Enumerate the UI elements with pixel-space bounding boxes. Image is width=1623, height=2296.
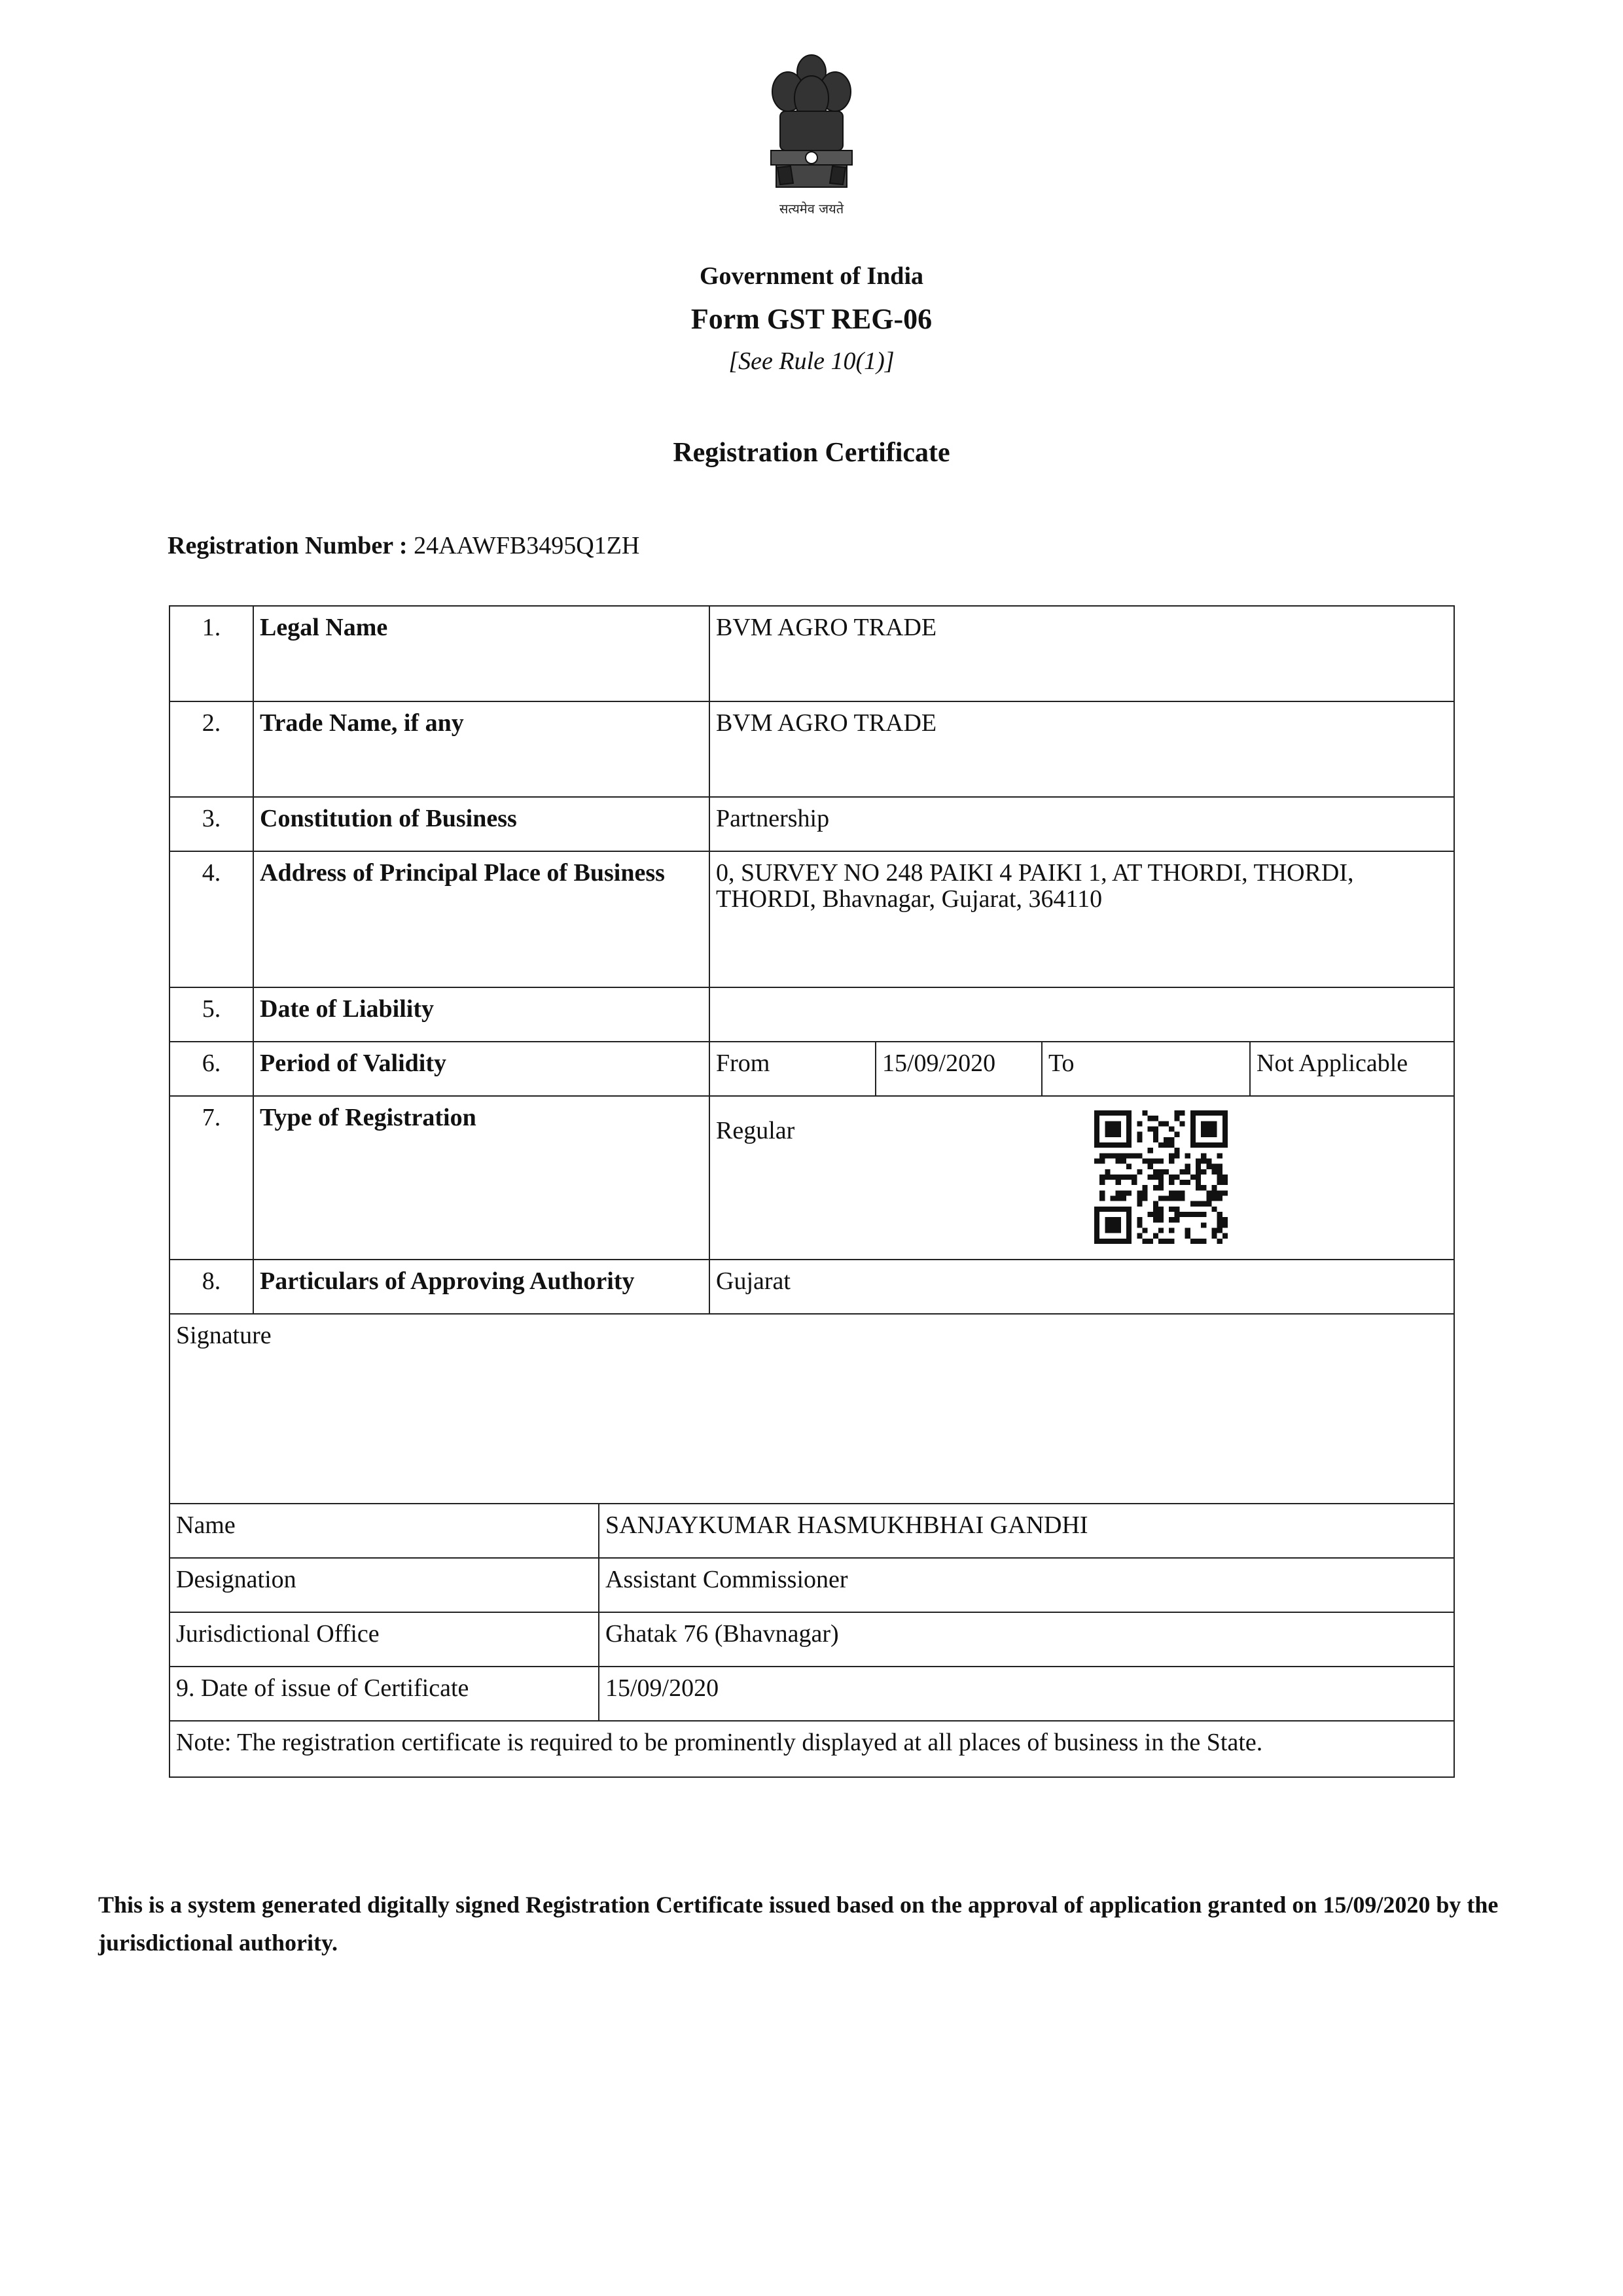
- signatory-name-value: SANJAYKUMAR HASMUKHBHAI GANDHI: [605, 1511, 1088, 1539]
- display-note: Note: The registration certificate is required to be prominently displayed at all places of business in the State.: [176, 1729, 1263, 1756]
- table-row: [170, 852, 1454, 988]
- row-number: 5.: [170, 988, 254, 1041]
- row-label: Period of Validity: [254, 1042, 710, 1095]
- row-value: BVM AGRO TRADE: [716, 709, 937, 737]
- jurisdictional-office-label: Jurisdictional Office: [170, 1613, 599, 1666]
- signature-row: [170, 1613, 1454, 1667]
- row-value: Partnership: [716, 805, 830, 832]
- row-value: BVM AGRO TRADE: [716, 614, 937, 641]
- row-label: Address of Principal Place of Business: [254, 852, 710, 987]
- validity-from-label: From: [710, 1042, 876, 1095]
- government-heading: Government of India: [700, 262, 923, 290]
- row-label: Legal Name: [254, 607, 710, 701]
- jurisdictional-office-value: Ghatak 76 (Bhavnagar): [605, 1620, 839, 1648]
- row-number: 2.: [170, 702, 254, 796]
- validity-from-date: 15/09/2020: [876, 1042, 1043, 1095]
- row-value: [710, 988, 1454, 1041]
- validity-to-value: Not Applicable: [1257, 1050, 1408, 1077]
- signature-label: Signature: [176, 1322, 272, 1349]
- row-number: 8.: [170, 1260, 254, 1313]
- row-number: 1.: [170, 607, 254, 701]
- registration-number-label: Registration Number :: [168, 532, 408, 559]
- row-value: Regular: [716, 1117, 795, 1144]
- row-label: Type of Registration: [254, 1097, 710, 1259]
- ashoka-lion-emblem-icon: [751, 46, 872, 209]
- signature-row: [170, 1559, 1454, 1613]
- rule-reference: [See Rule 10(1)]: [728, 347, 895, 375]
- signature-row: [170, 1667, 1454, 1722]
- registration-number-value: 24AAWFB3495Q1ZH: [414, 532, 640, 559]
- note-row: [170, 1722, 1454, 1776]
- system-generated-disclaimer: This is a system generated digitally signed Registration Certificate issued based on the approval of application granted on 15/09/2020 by the jurisdictional authority.: [98, 1892, 1499, 1956]
- row-value: Gujarat: [716, 1267, 791, 1295]
- registration-number-line: [168, 531, 639, 560]
- emblem-motto: सत्यमेव जयते: [779, 201, 844, 217]
- table-row: [170, 1097, 1454, 1260]
- form-title: Form GST REG-06: [690, 303, 933, 335]
- national-emblem: [751, 46, 872, 229]
- signatory-name-label: Name: [170, 1504, 599, 1557]
- row-label: Trade Name, if any: [254, 702, 710, 796]
- row-number: 6.: [170, 1042, 254, 1095]
- designation-value: Assistant Commissioner: [605, 1566, 848, 1593]
- row-value: 0, SURVEY NO 248 PAIKI 4 PAIKI 1, AT THORDI, THORDI, THORDI, Bhavnagar, Gujarat, 364110: [716, 859, 1354, 913]
- row-label: Date of Liability: [254, 988, 710, 1041]
- validity-to-label: To: [1043, 1042, 1251, 1095]
- signature-row: [170, 1504, 1454, 1559]
- table-row: [170, 988, 1454, 1042]
- issue-date-value: 15/09/2020: [605, 1674, 719, 1702]
- qr-code-icon: [1094, 1110, 1228, 1244]
- table-row: [170, 1042, 1454, 1097]
- table-row: [170, 798, 1454, 852]
- designation-label: Designation: [170, 1559, 599, 1612]
- row-label: Particulars of Approving Authority: [254, 1260, 710, 1313]
- row-number: 7.: [170, 1097, 254, 1259]
- certificate-table: [169, 605, 1455, 1778]
- row-number: 3.: [170, 798, 254, 851]
- table-row: [170, 702, 1454, 798]
- row-label: Constitution of Business: [254, 798, 710, 851]
- table-row: [170, 1260, 1454, 1315]
- table-row: [170, 607, 1454, 702]
- signature-block: [170, 1315, 1454, 1504]
- issue-date-label: 9. Date of issue of Certificate: [170, 1667, 599, 1720]
- certificate-title: Registration Certificate: [673, 438, 950, 468]
- row-number: 4.: [170, 852, 254, 987]
